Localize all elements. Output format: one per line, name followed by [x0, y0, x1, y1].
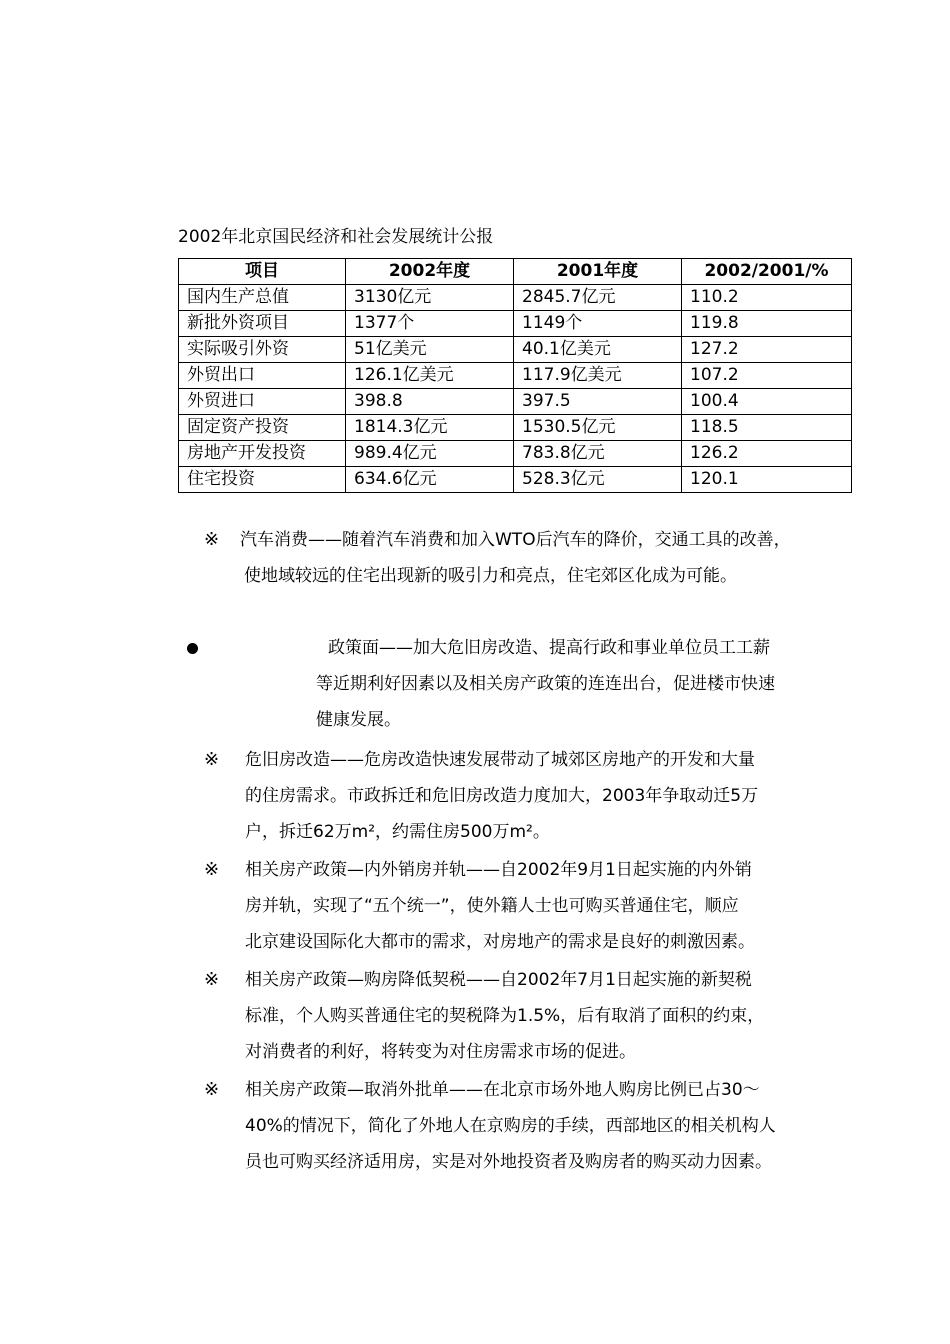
table-row	[179, 337, 852, 363]
table-row	[179, 285, 852, 311]
cell-2002: 1814.3亿元	[346, 415, 514, 441]
housing-merge-policy-paragraph	[245, 852, 845, 960]
paragraph-line: 使地域较远的住宅出现新的吸引力和亮点，住宅郊区化成为可能。	[244, 566, 737, 586]
cell-item: 新批外资项目	[179, 311, 346, 337]
cell-2002: 126.1亿美元	[346, 363, 514, 389]
reference-mark-icon: ※	[204, 859, 220, 880]
reference-mark-icon: ※	[204, 969, 220, 990]
cell-2002: 989.4亿元	[346, 441, 514, 467]
table-row	[179, 467, 852, 493]
header-2002: 2002年度	[346, 259, 514, 285]
cell-2001: 528.3亿元	[514, 467, 682, 493]
paragraph-line: 员也可购买经济适用房，实是对外地投资者及购房者的购买动力因素。	[245, 1152, 772, 1172]
paragraph-line: 户，拆迁62万m²，约需住房500万m²。	[245, 822, 550, 842]
cell-2001: 397.5	[514, 389, 682, 415]
paragraph-line: 等近期利好因素以及相关房产政策的连连出台，促进楼市快速	[316, 674, 775, 694]
cell-2002: 3130亿元	[346, 285, 514, 311]
paragraph-line: 相关房产政策—取消外批单——在北京市场外地人购房比例已占30～	[245, 1080, 760, 1100]
paragraph-line: 健康发展。	[316, 710, 401, 730]
cell-2001: 783.8亿元	[514, 441, 682, 467]
paragraph-line: 房并轨，实现了“五个统一”，使外籍人士也可购买普通住宅，顺应	[245, 896, 739, 916]
reference-mark-icon: ※	[204, 529, 220, 550]
statistics-table	[178, 258, 852, 493]
cell-2001: 2845.7亿元	[514, 285, 682, 311]
cell-2002: 398.8	[346, 389, 514, 415]
deed-tax-policy-paragraph	[245, 962, 845, 1070]
paragraph-line: 标准，个人购买普通住宅的契税降为1.5%，后有取消了面积的约束，	[245, 1006, 765, 1026]
reference-mark-icon: ※	[204, 749, 220, 770]
cell-2002: 51亿美元	[346, 337, 514, 363]
bullet-dot-icon	[187, 643, 198, 654]
cell-item: 国内生产总值	[179, 285, 346, 311]
cell-item: 住宅投资	[179, 467, 346, 493]
cell-item: 房地产开发投资	[179, 441, 346, 467]
paragraph-line: 的住房需求。市政拆迁和危旧房改造力度加大，2003年争取动迁5万	[245, 786, 759, 806]
old-housing-renovation-paragraph	[245, 742, 845, 850]
table-header-row	[179, 259, 852, 285]
paragraph-line: 政策面——加大危旧房改造、提高行政和事业单位员工工薪	[328, 638, 770, 658]
cell-ratio: 107.2	[682, 363, 852, 389]
table-row	[179, 311, 852, 337]
paragraph-line: 汽车消费——随着汽车消费和加入WTO后汽车的降价，交通工具的改善，	[240, 530, 791, 550]
paragraph-line: 危旧房改造——危房改造快速发展带动了城郊区房地产的开发和大量	[245, 750, 755, 770]
cell-ratio: 119.8	[682, 311, 852, 337]
cell-2001: 1149个	[514, 311, 682, 337]
header-ratio: 2002/2001/%	[682, 259, 852, 285]
cell-2001: 1530.5亿元	[514, 415, 682, 441]
cell-ratio: 118.5	[682, 415, 852, 441]
cell-ratio: 100.4	[682, 389, 852, 415]
paragraph-line: 北京建设国际化大都市的需求，对房地产的需求是良好的刺激因素。	[245, 932, 755, 952]
table-title: 2002年北京国民经济和社会发展统计公报	[178, 227, 494, 247]
cell-item: 外贸进口	[179, 389, 346, 415]
paragraph-line: 40%的情况下，简化了外地人在京购房的手续，西部地区的相关机构人	[245, 1116, 776, 1136]
cell-item: 外贸出口	[179, 363, 346, 389]
cell-item: 固定资产投资	[179, 415, 346, 441]
policy-paragraph	[316, 630, 846, 738]
cell-ratio: 120.1	[682, 467, 852, 493]
header-item: 项目	[179, 259, 346, 285]
cell-2002: 1377个	[346, 311, 514, 337]
paragraph-line: 相关房产政策—内外销房并轨——自2002年9月1日起实施的内外销	[245, 860, 752, 880]
cell-ratio: 127.2	[682, 337, 852, 363]
header-2001: 2001年度	[514, 259, 682, 285]
cell-item: 实际吸引外资	[179, 337, 346, 363]
paragraph-line: 对消费者的利好，将转变为对住房需求市场的促进。	[245, 1042, 636, 1062]
reference-mark-icon: ※	[204, 1079, 220, 1100]
table-row	[179, 389, 852, 415]
table-row	[179, 363, 852, 389]
cell-ratio: 110.2	[682, 285, 852, 311]
table-row	[179, 415, 852, 441]
nonlocal-buyer-policy-paragraph	[245, 1072, 845, 1180]
cell-2001: 117.9亿美元	[514, 363, 682, 389]
table-row	[179, 441, 852, 467]
cell-2001: 40.1亿美元	[514, 337, 682, 363]
paragraph-line: 相关房产政策—购房降低契税——自2002年7月1日起实施的新契税	[245, 970, 752, 990]
cell-2002: 634.6亿元	[346, 467, 514, 493]
car-consumption-paragraph	[240, 522, 850, 594]
cell-ratio: 126.2	[682, 441, 852, 467]
